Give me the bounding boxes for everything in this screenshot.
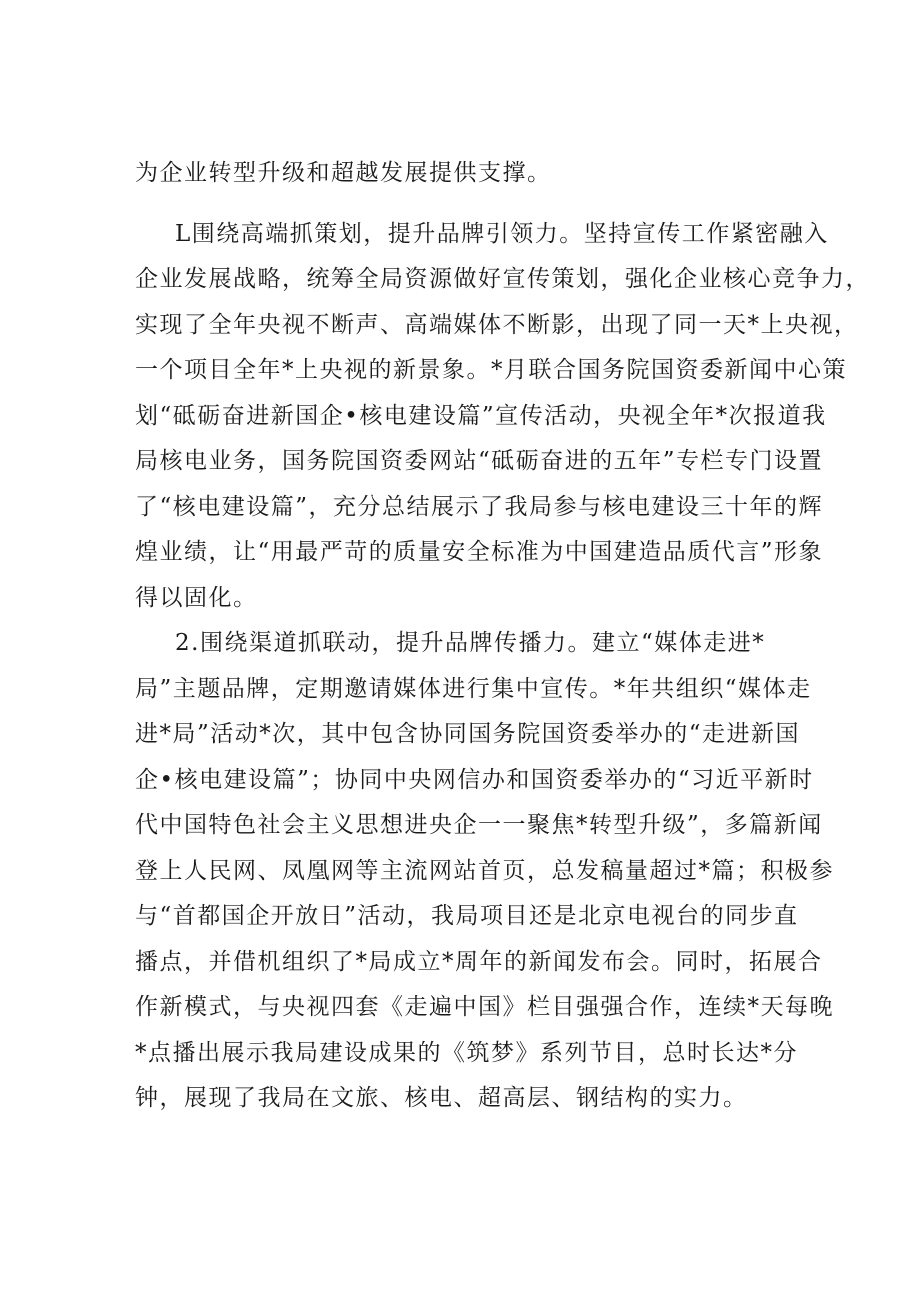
text-line: 登上人民网、凤凰网等主流网站首页，总发稿量超过*篇；积极参 [135,858,834,884]
text-line: 为企业转型升级和超越发展提供支撑。 [135,160,552,186]
paragraph-heading-1: L围绕高端抓策划，提升品牌引领力。坚持宣传工作紧密融入 [175,221,829,247]
text-line: 划“砥砺奋进新国企•核电建设篇”宣传活动，央视全年*次报道我 [135,403,827,429]
text-line: 局核电业务，国务院国资委网站“砥砺奋进的五年”专栏专门设置 [135,448,824,474]
paragraph-heading-2: 2.围绕渠道抓联动，提升品牌传播力。建立“媒体走进* [175,630,766,656]
text-line: *点播出展示我局建设成果的《筑梦》系列节目，总时长达*分 [135,1040,798,1066]
text-line: 进*局”活动*次，其中包含协同国务院国资委举办的“走进新国 [135,721,801,747]
text-line: 企业发展战略，统筹全局资源做好宣传策划，强化企业核心竞争力， [135,266,870,292]
text-line: 了“核电建设篇”，充分总结展示了我局参与核电建设三十年的辉 [135,494,824,520]
text-line: 与“首都国企开放日”活动，我局项目还是北京电视台的同步直 [135,903,799,929]
text-line: 代中国特色社会主义思想进央企一一聚焦*转型升级”，多篇新闻 [135,812,823,838]
text-line: 煌业绩，让“用最严苛的质量安全标准为中国建造品质代言”形象 [135,539,824,565]
text-line: 作新模式，与央视四套《走遍中国》栏目强强合作，连续*天每晚 [135,994,834,1020]
text-line: 一个项目全年*上央视的新景象。*月联合国务院国资委新闻中心策 [135,357,847,383]
text-line: 钟，展现了我局在文旅、核电、超高层、钢结构的实力。 [135,1085,748,1111]
text-line: 局”主题品牌，定期邀请媒体进行集中宣传。*年共组织“媒体走 [135,676,812,702]
text-line: 企•核电建设篇”；协同中央网信办和国资委举办的“习近平新时 [135,767,814,793]
text-line: 播点，并借机组织了*局成立*周年的新闻发布会。同时，拓展合 [135,949,823,975]
text-line: 得以固化。 [135,585,258,611]
text-line: 实现了全年央视不断声、高端媒体不断影，出现了同一天*上央视， [135,312,859,338]
